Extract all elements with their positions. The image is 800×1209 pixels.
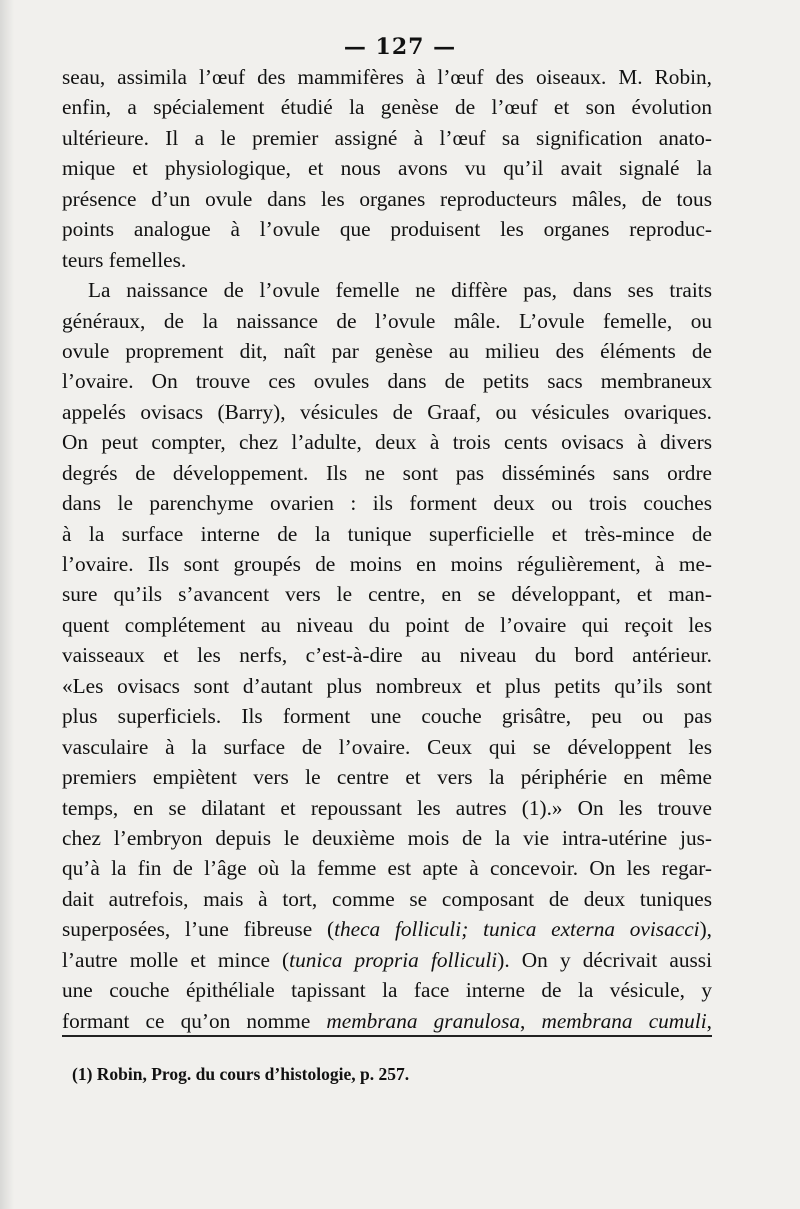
text-line bbox=[62, 92, 712, 122]
text-segment: ovule proprement dit, naît par genèse au milieu des éléments de bbox=[62, 338, 712, 363]
text-segment: quent complétement au niveau du point de l’ovaire qui reçoit les bbox=[62, 612, 712, 637]
text-segment: l’ovaire. Ils sont groupés de moins en moins régulièrement, à me- bbox=[62, 552, 712, 576]
text-line bbox=[62, 458, 712, 488]
text-segment: à la surface interne de la tunique superficielle et très-mince de bbox=[62, 521, 712, 546]
italic-text: membrana granulosa bbox=[326, 1008, 521, 1033]
text-line bbox=[62, 793, 712, 823]
text-line bbox=[62, 366, 712, 396]
page-number: — 127 — bbox=[343, 34, 457, 60]
text-segment: dans le parenchyme ovarien : ils forment deux ou trois couches bbox=[62, 491, 712, 516]
text-segment: , bbox=[706, 1008, 712, 1033]
text-segment: ). On y décrivait aussi bbox=[497, 947, 712, 972]
text-segment: mique et physiologique, et nous avons vu qu’il avait signalé la bbox=[62, 156, 712, 181]
text-segment: On peut compter, chez l’adulte, deux à trois cents ovisacs à divers bbox=[62, 430, 712, 455]
text-line bbox=[62, 975, 712, 1005]
text-line bbox=[62, 610, 712, 640]
text-segment: teurs femelles. bbox=[62, 247, 187, 272]
text-segment: ), bbox=[699, 917, 712, 942]
text-segment: , bbox=[520, 1008, 542, 1033]
footnote: (1) Robin, Prog. du cours d’histologie, p. 257. bbox=[72, 1064, 410, 1084]
text-line bbox=[62, 306, 712, 336]
text-segment: premiers empiètent vers le centre et vers la périphérie en même bbox=[62, 765, 712, 790]
text-segment: une couche épithéliale tapissant la face interne de la vésicule, y bbox=[62, 978, 712, 1003]
text-line bbox=[62, 579, 712, 609]
italic-text: tunica propria folliculi bbox=[289, 947, 498, 972]
text-line bbox=[62, 488, 712, 518]
text-line bbox=[62, 184, 712, 214]
text-line bbox=[62, 884, 712, 914]
text-segment: chez l’embryon depuis le deuxième mois de la vie intra-utérine jus- bbox=[62, 825, 712, 850]
text-line bbox=[62, 336, 712, 366]
text-line bbox=[62, 762, 712, 792]
text-segment: appelés ovisacs (Barry), vésicules de Graaf, ou vésicules ovariques. bbox=[62, 399, 712, 424]
text-segment: points analogue à l’ovule que produisent les organes reproduc- bbox=[62, 217, 712, 242]
text-segment: généraux, de la naissance de l’ovule mâle. L’ovule femelle, ou bbox=[62, 308, 712, 333]
text-segment: ultérieure. Il a le premier assigné à l’œuf sa signification anato- bbox=[62, 125, 712, 150]
text-segment: formant ce qu’on nomme bbox=[62, 1008, 327, 1033]
text-line bbox=[62, 823, 712, 853]
text-segment: enfin, a spécialement étudié la genèse de l’œuf et son évolution bbox=[62, 95, 712, 120]
italic-text: theca folliculi; tunica externa ovisacci bbox=[334, 917, 700, 942]
text-line bbox=[62, 62, 712, 92]
text-line bbox=[62, 945, 712, 975]
text-segment: seau, assimila l’œuf des mammifères à l’œuf des oiseaux. M. Robin, bbox=[62, 65, 712, 89]
text-line bbox=[62, 519, 712, 549]
text-segment: superposées, l’une fibreuse ( bbox=[62, 917, 335, 942]
text-segment: vaisseaux et les nerfs, c’est-à-dire au niveau du bord antérieur. bbox=[62, 643, 712, 668]
text-line bbox=[62, 214, 712, 244]
text-line bbox=[62, 640, 712, 670]
text-line bbox=[62, 671, 712, 701]
text-segment: présence d’un ovule dans les organes reproducteurs mâles, de tous bbox=[62, 186, 712, 211]
text-segment: «Les ovisacs sont d’autant plus nombreux et plus petits qu’ils sont bbox=[62, 673, 712, 698]
body-text bbox=[62, 62, 712, 1036]
text-line bbox=[62, 397, 712, 427]
text-segment: plus superficiels. Ils forment une couche grisâtre, peu ou pas bbox=[62, 704, 712, 729]
text-segment: l’ovaire. On trouve ces ovules dans de petits sacs membraneux bbox=[62, 369, 712, 394]
text-segment: vasculaire à la surface de l’ovaire. Ceux qui se développent les bbox=[62, 734, 712, 759]
text-line bbox=[62, 245, 712, 275]
text-line bbox=[62, 1006, 712, 1036]
text-segment: l’autre molle et mince ( bbox=[62, 947, 290, 972]
text-line bbox=[62, 853, 712, 883]
footnote-rule bbox=[62, 1035, 712, 1037]
text-line bbox=[62, 153, 712, 183]
italic-text: membrana cumuli bbox=[541, 1008, 707, 1033]
text-segment: degrés de développement. Ils ne sont pas disséminés sans ordre bbox=[62, 460, 712, 485]
text-line bbox=[62, 123, 712, 153]
text-segment: qu’à la fin de l’âge où la femme est apte à concevoir. On les regar- bbox=[62, 856, 712, 881]
text-line bbox=[62, 701, 712, 731]
text-line bbox=[62, 549, 712, 579]
text-line bbox=[62, 732, 712, 762]
text-segment: temps, en se dilatant et repoussant les autres (1).» On les trouve bbox=[62, 795, 712, 820]
text-segment: sure qu’ils s’avancent vers le centre, en se développant, et man- bbox=[62, 582, 712, 607]
text-line bbox=[62, 914, 712, 944]
text-segment: La naissance de l’ovule femelle ne diffère pas, dans ses traits bbox=[88, 278, 712, 303]
page-gutter-shadow bbox=[0, 0, 14, 1209]
text-segment: dait autrefois, mais à tort, comme se composant de deux tuniques bbox=[62, 886, 712, 911]
text-line bbox=[62, 427, 712, 457]
text-line bbox=[62, 275, 712, 305]
